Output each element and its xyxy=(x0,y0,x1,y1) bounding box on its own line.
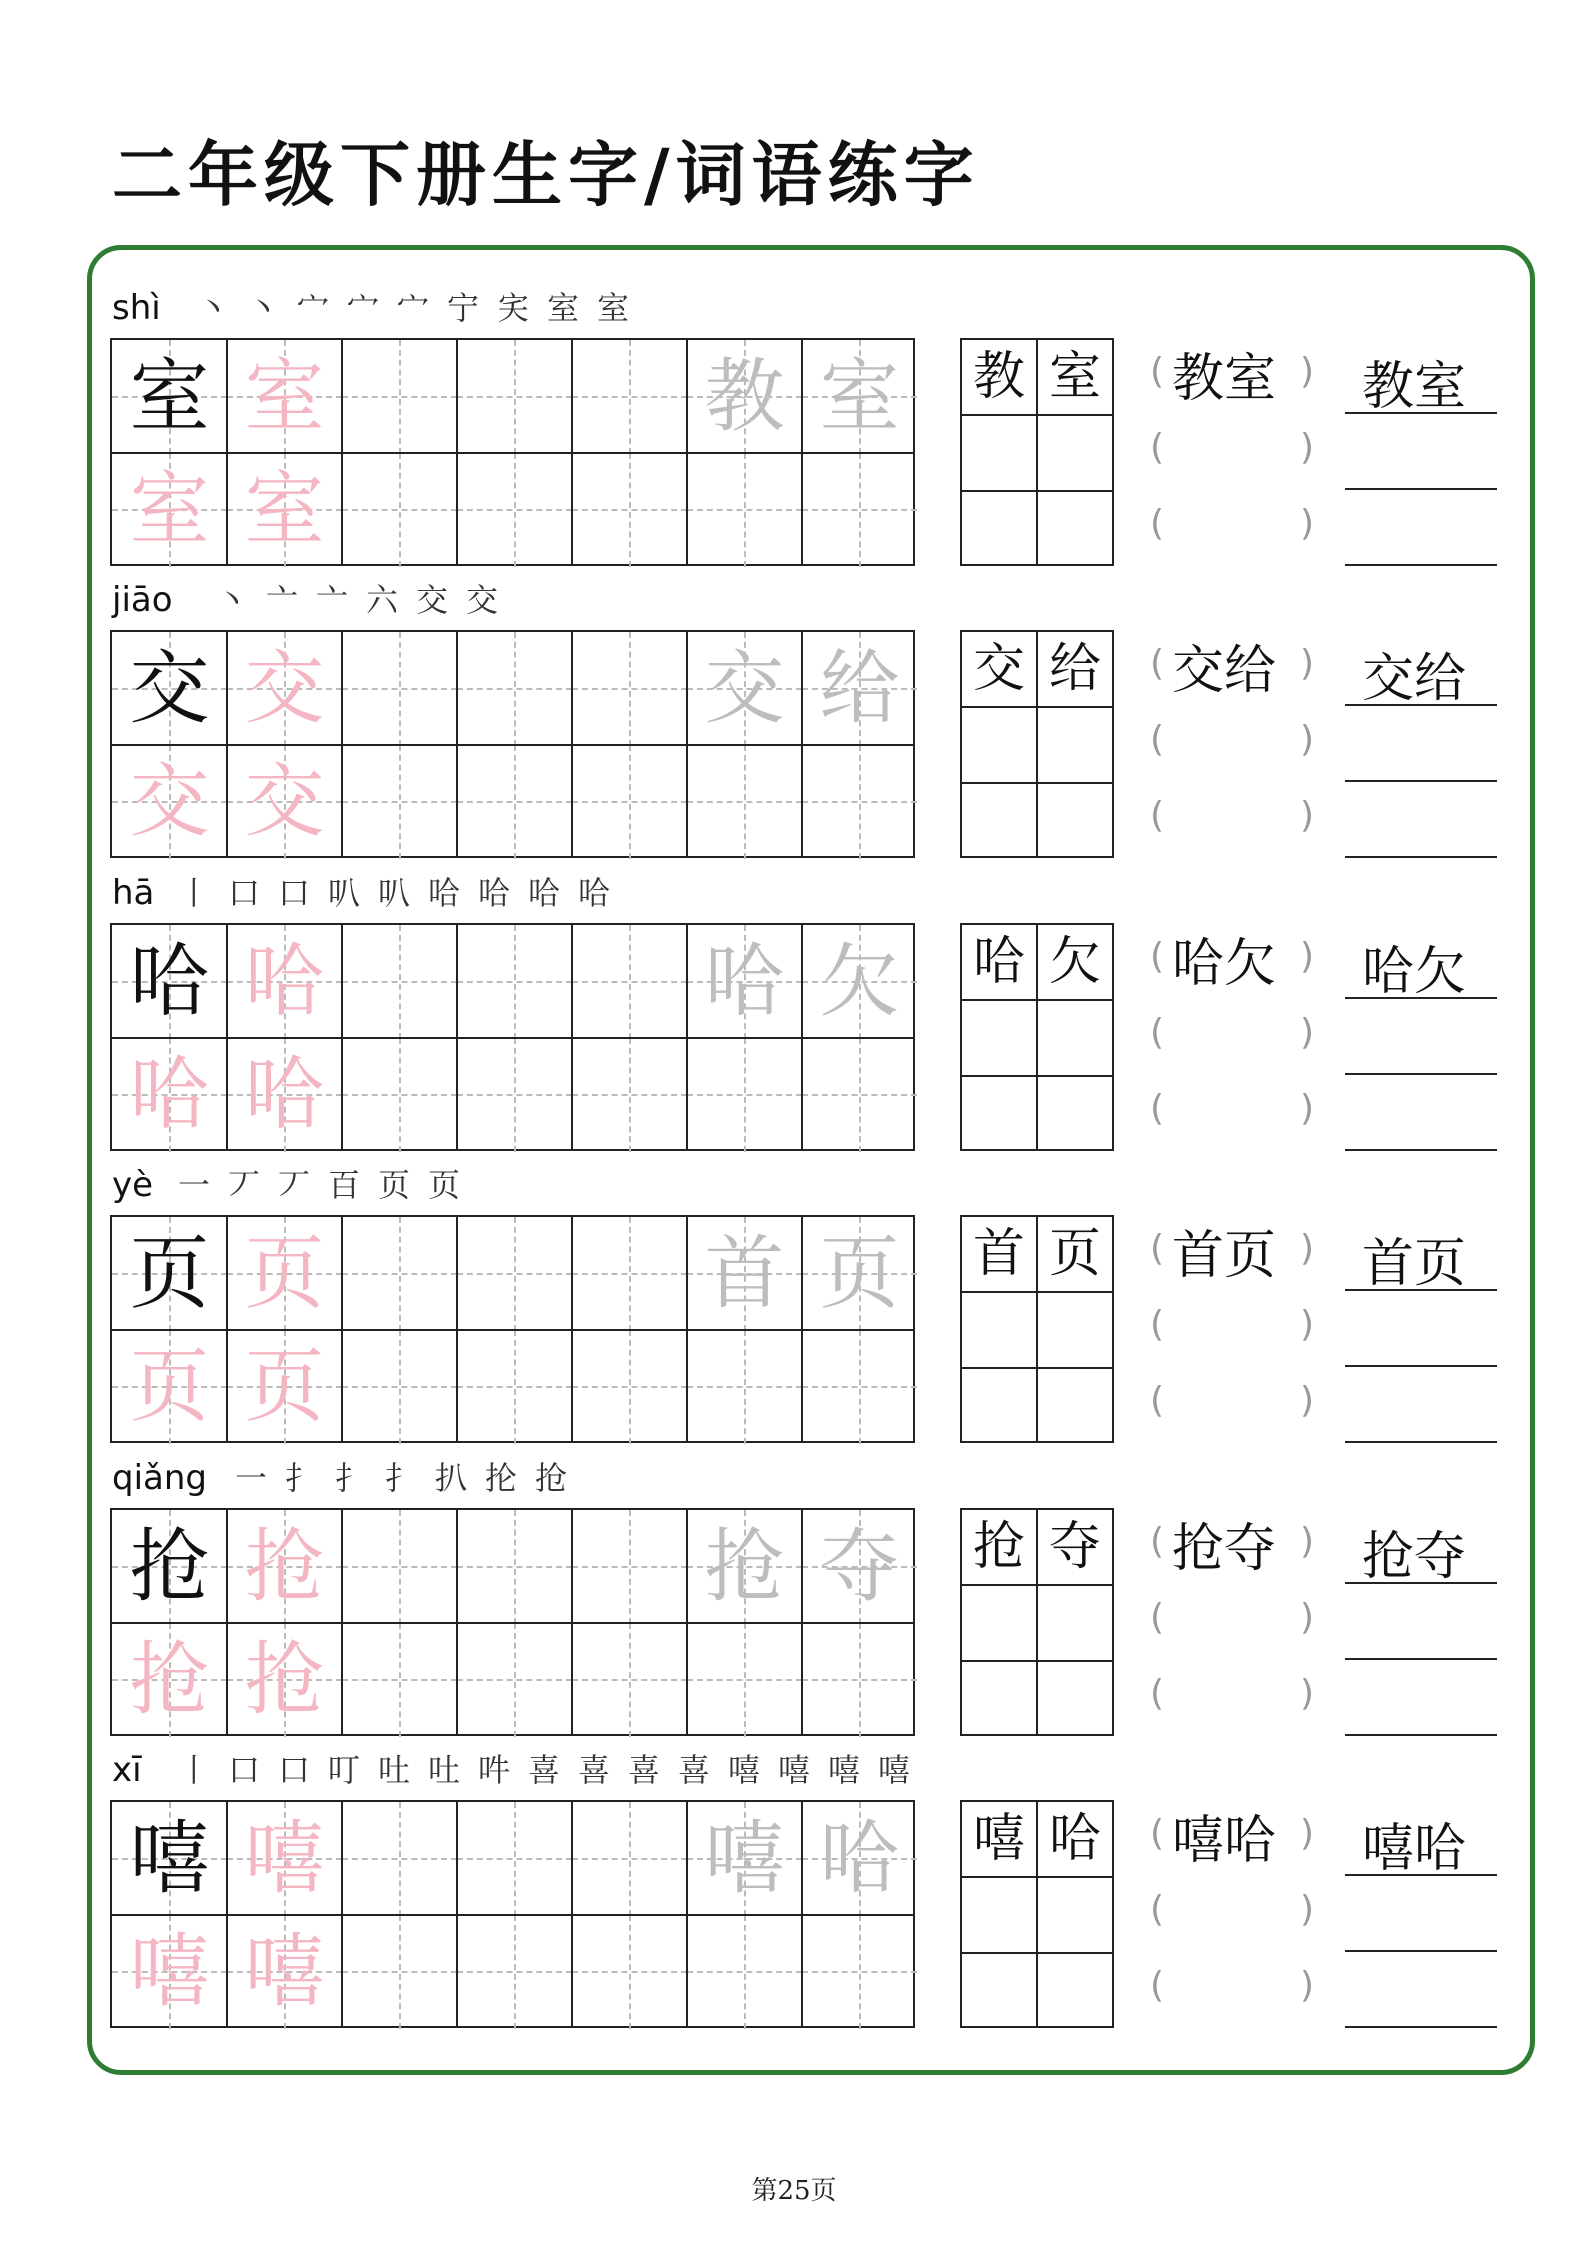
guide-line xyxy=(572,688,687,690)
guide-line xyxy=(342,1273,457,1275)
answer-line[interactable] xyxy=(1345,1582,1497,1584)
guide-line xyxy=(802,1386,917,1388)
pinyin-label: qiǎng xyxy=(112,1458,207,1498)
word-trace-char: 首 xyxy=(704,1227,785,1320)
paren-open: ( xyxy=(1150,1228,1165,1269)
answer-line[interactable] xyxy=(1345,488,1497,490)
guide-line xyxy=(572,396,687,398)
word-char: 嘻 xyxy=(972,1809,1025,1869)
trace-char: 页 xyxy=(244,1340,325,1433)
grid-cell[interactable] xyxy=(342,925,457,1039)
trace-char: 室 xyxy=(244,350,325,443)
stroke-step: 喜 xyxy=(578,1751,611,1789)
stroke-step: 丶 xyxy=(216,581,249,619)
model-char: 页 xyxy=(129,1227,210,1320)
grid-divider xyxy=(962,414,1112,416)
stroke-step: 百 xyxy=(328,1166,361,1204)
stroke-step: 亠 xyxy=(266,581,299,619)
guide-line xyxy=(457,1679,572,1681)
paren-close: ) xyxy=(1300,1597,1315,1638)
grid-cell[interactable] xyxy=(572,1915,687,2029)
answer-line[interactable] xyxy=(1345,704,1497,706)
answer-line[interactable] xyxy=(1345,1950,1497,1952)
answer-line[interactable] xyxy=(1345,1289,1497,1291)
guide-line xyxy=(572,1566,687,1568)
grid-cell[interactable] xyxy=(802,1330,917,1444)
word-grid[interactable] xyxy=(960,1508,1114,1736)
guide-line xyxy=(687,1386,802,1388)
stroke-step: 丨 xyxy=(178,874,211,912)
guide-line xyxy=(342,1094,457,1096)
guide-line xyxy=(457,396,572,398)
paren-open: ( xyxy=(1150,1088,1165,1129)
stroke-step: 叭 xyxy=(328,874,361,912)
grid-cell[interactable] xyxy=(687,1915,802,2029)
stroke-step: 扌 xyxy=(285,1459,318,1497)
word-char: 哈 xyxy=(972,932,1025,992)
guide-line xyxy=(342,1971,457,1973)
grid-divider xyxy=(962,1660,1112,1662)
model-char: 交 xyxy=(129,642,210,735)
trace-char: 交 xyxy=(244,642,325,735)
grid-cell[interactable] xyxy=(342,1510,457,1624)
stroke-step: 室 xyxy=(597,289,630,327)
practice-grid xyxy=(110,1508,915,1736)
word-char: 教 xyxy=(972,347,1025,407)
guide-line xyxy=(572,1971,687,1973)
paren-close: ) xyxy=(1300,1228,1315,1269)
word-grid[interactable] xyxy=(960,1215,1114,1443)
word-trace-char: 页 xyxy=(819,1227,900,1320)
grid-divider xyxy=(962,1952,1112,1954)
pinyin-label: yè xyxy=(112,1165,154,1205)
stroke-step: 扌 xyxy=(335,1459,368,1497)
stroke-step: 一 xyxy=(178,1166,211,1204)
pinyin-label: jiāo xyxy=(112,580,173,620)
stroke-step: 吐 xyxy=(428,1751,461,1789)
word-grid[interactable] xyxy=(960,630,1114,858)
practice-grid xyxy=(110,1800,915,2028)
stroke-step: 叭 xyxy=(378,874,411,912)
trace-char: 页 xyxy=(244,1227,325,1320)
model-char: 抢 xyxy=(129,1520,210,1613)
stroke-step: 丶 xyxy=(197,289,230,327)
guide-line xyxy=(457,509,572,511)
paren-open: ( xyxy=(1150,936,1165,977)
answer-line[interactable] xyxy=(1345,1658,1497,1660)
paren-open: ( xyxy=(1150,1889,1165,1930)
stroke-step: 口 xyxy=(228,874,261,912)
paren-close: ) xyxy=(1300,427,1315,468)
grid-cell[interactable] xyxy=(457,1802,572,1916)
word-trace-char: 嘻 xyxy=(704,1812,785,1905)
answer-line[interactable] xyxy=(1345,1874,1497,1876)
guide-line xyxy=(342,396,457,398)
grid-divider xyxy=(962,999,1112,1001)
guide-line xyxy=(687,1971,802,1973)
paren-close: ) xyxy=(1300,795,1315,836)
grid-cell[interactable] xyxy=(572,1217,687,1331)
guide-line xyxy=(802,801,917,803)
char-row xyxy=(0,843,1588,1141)
underline-word: 教室 xyxy=(1362,357,1467,417)
practice-grid xyxy=(110,923,915,1151)
trace-char: 室 xyxy=(129,463,210,556)
stroke-step: 页 xyxy=(428,1166,461,1204)
word-grid[interactable] xyxy=(960,923,1114,1151)
paren-open: ( xyxy=(1150,1597,1165,1638)
paren-close: ) xyxy=(1300,1889,1315,1930)
practice-grid xyxy=(110,338,915,566)
trace-char: 抢 xyxy=(244,1520,325,1613)
stroke-step: 嘻 xyxy=(828,1751,861,1789)
guide-line xyxy=(457,1971,572,1973)
paren-open: ( xyxy=(1150,1304,1165,1345)
grid-cell[interactable] xyxy=(342,745,457,859)
paren-word: 抢夺 xyxy=(1172,1519,1277,1579)
paren-close: ) xyxy=(1300,1088,1315,1129)
stroke-step: 亠 xyxy=(316,581,349,619)
stroke-step: 页 xyxy=(378,1166,411,1204)
stroke-step: 六 xyxy=(366,581,399,619)
trace-char: 嘻 xyxy=(129,1925,210,2018)
char-row xyxy=(0,258,1588,556)
paren-close: ) xyxy=(1300,1673,1315,1714)
stroke-step: 哈 xyxy=(428,874,461,912)
paren-close: ) xyxy=(1300,1521,1315,1562)
guide-line xyxy=(572,1386,687,1388)
word-trace-char: 抢 xyxy=(704,1520,785,1613)
stroke-step: 口 xyxy=(228,1751,261,1789)
paren-open: ( xyxy=(1150,1813,1165,1854)
page-title: 二年级下册生字/词语练字 xyxy=(112,133,980,216)
stroke-step: 宀 xyxy=(297,289,330,327)
stroke-step: 宀 xyxy=(397,289,430,327)
grid-divider xyxy=(962,782,1112,784)
pinyin-label: xī xyxy=(112,1750,142,1790)
paren-close: ) xyxy=(1300,1813,1315,1854)
char-row xyxy=(0,550,1588,848)
word-trace-char: 教 xyxy=(704,350,785,443)
paren-word: 嘻哈 xyxy=(1172,1811,1277,1871)
grid-divider xyxy=(962,1075,1112,1077)
grid-cell[interactable] xyxy=(342,1915,457,2029)
word-trace-char: 夺 xyxy=(819,1520,900,1613)
grid-cell[interactable] xyxy=(457,1510,572,1624)
paren-open: ( xyxy=(1150,795,1165,836)
stroke-step: 吽 xyxy=(478,1751,511,1789)
word-char: 抢 xyxy=(972,1517,1025,1577)
guide-line xyxy=(572,1679,687,1681)
word-char: 室 xyxy=(1048,347,1101,407)
grid-divider xyxy=(962,706,1112,708)
trace-char: 哈 xyxy=(129,1048,210,1141)
stroke-step: 扌 xyxy=(385,1459,418,1497)
paren-close: ) xyxy=(1300,643,1315,684)
guide-line xyxy=(457,1094,572,1096)
word-char: 给 xyxy=(1048,639,1101,699)
grid-cell[interactable] xyxy=(572,745,687,859)
grid-divider xyxy=(962,490,1112,492)
word-trace-char: 哈 xyxy=(704,935,785,1028)
guide-line xyxy=(802,1679,917,1681)
grid-cell[interactable] xyxy=(572,1330,687,1444)
guide-line xyxy=(342,1858,457,1860)
char-row xyxy=(0,1428,1588,1726)
guide-line xyxy=(457,981,572,983)
stroke-step: 宁 xyxy=(447,289,480,327)
guide-line xyxy=(802,509,917,511)
word-char: 欠 xyxy=(1048,932,1101,992)
word-grid[interactable] xyxy=(960,338,1114,566)
pinyin-label: shì xyxy=(112,288,161,328)
pinyin-label: hā xyxy=(112,873,155,913)
trace-char: 页 xyxy=(129,1340,210,1433)
guide-line xyxy=(342,509,457,511)
guide-line xyxy=(457,801,572,803)
paren-close: ) xyxy=(1300,1380,1315,1421)
paren-word: 首页 xyxy=(1172,1226,1277,1286)
stroke-step: 室 xyxy=(547,289,580,327)
stroke-step: 嘻 xyxy=(728,1751,761,1789)
grid-cell[interactable] xyxy=(457,340,572,454)
answer-line[interactable] xyxy=(1345,1073,1497,1075)
underline-word: 首页 xyxy=(1362,1234,1467,1294)
grid-cell[interactable] xyxy=(342,632,457,746)
guide-line xyxy=(687,509,802,511)
grid-cell[interactable] xyxy=(457,1330,572,1444)
char-row xyxy=(0,1720,1588,2018)
guide-line xyxy=(457,1273,572,1275)
paren-close: ) xyxy=(1300,1012,1315,1053)
guide-line xyxy=(572,1858,687,1860)
paren-close: ) xyxy=(1300,1965,1315,2006)
word-grid[interactable] xyxy=(960,1800,1114,2028)
underline-word: 抢夺 xyxy=(1362,1527,1467,1587)
trace-char: 交 xyxy=(244,755,325,848)
grid-cell[interactable] xyxy=(802,745,917,859)
grid-cell[interactable] xyxy=(457,925,572,1039)
paren-close: ) xyxy=(1300,503,1315,544)
stroke-step: 吐 xyxy=(378,1751,411,1789)
guide-line xyxy=(342,801,457,803)
stroke-step: 交 xyxy=(416,581,449,619)
word-char: 交 xyxy=(972,639,1025,699)
stroke-step: 喜 xyxy=(528,1751,561,1789)
grid-cell[interactable] xyxy=(802,1915,917,2029)
grid-cell[interactable] xyxy=(572,340,687,454)
stroke-step: 宎 xyxy=(497,289,530,327)
trace-char: 哈 xyxy=(244,1048,325,1141)
paren-open: ( xyxy=(1150,719,1165,760)
guide-line xyxy=(572,509,687,511)
char-row xyxy=(0,1135,1588,1433)
grid-cell[interactable] xyxy=(457,745,572,859)
stroke-step: 丆 xyxy=(278,1166,311,1204)
stroke-step: 交 xyxy=(466,581,499,619)
grid-cell[interactable] xyxy=(342,1217,457,1331)
grid-cell[interactable] xyxy=(457,1915,572,2029)
stroke-step: 宀 xyxy=(347,289,380,327)
stroke-step: 哈 xyxy=(528,874,561,912)
stroke-step: 口 xyxy=(278,1751,311,1789)
answer-line[interactable] xyxy=(1345,780,1497,782)
guide-line xyxy=(802,1971,917,1973)
trace-char: 抢 xyxy=(129,1633,210,1726)
paren-open: ( xyxy=(1150,351,1165,392)
model-char: 哈 xyxy=(129,935,210,1028)
paren-close: ) xyxy=(1300,351,1315,392)
grid-cell[interactable] xyxy=(572,1802,687,1916)
guide-line xyxy=(457,688,572,690)
stroke-step: 丶 xyxy=(247,289,280,327)
guide-line xyxy=(342,1566,457,1568)
stroke-step: 丨 xyxy=(178,1751,211,1789)
practice-grid xyxy=(110,630,915,858)
underline-word: 哈欠 xyxy=(1362,942,1467,1002)
trace-char: 抢 xyxy=(244,1633,325,1726)
stroke-step: 哈 xyxy=(578,874,611,912)
grid-cell[interactable] xyxy=(457,632,572,746)
stroke-step: 丆 xyxy=(228,1166,261,1204)
trace-char: 室 xyxy=(244,463,325,556)
word-char: 哈 xyxy=(1048,1809,1101,1869)
stroke-step: 嘻 xyxy=(878,1751,911,1789)
grid-cell[interactable] xyxy=(687,745,802,859)
guide-line xyxy=(687,801,802,803)
grid-cell[interactable] xyxy=(342,1802,457,1916)
word-trace-char: 给 xyxy=(819,642,900,735)
guide-line xyxy=(687,1679,802,1681)
trace-char: 交 xyxy=(129,755,210,848)
paren-open: ( xyxy=(1150,1012,1165,1053)
stroke-step: 扒 xyxy=(435,1459,468,1497)
grid-cell[interactable] xyxy=(457,1217,572,1331)
underline-word: 交给 xyxy=(1362,649,1467,709)
word-trace-char: 欠 xyxy=(819,935,900,1028)
grid-cell[interactable] xyxy=(572,1510,687,1624)
grid-cell[interactable] xyxy=(687,1330,802,1444)
stroke-step: 口 xyxy=(278,874,311,912)
word-trace-char: 交 xyxy=(704,642,785,735)
guide-line xyxy=(687,1094,802,1096)
grid-divider xyxy=(962,1876,1112,1878)
stroke-step: 哈 xyxy=(478,874,511,912)
stroke-step: 抢 xyxy=(535,1459,568,1497)
page-number: 第25页 xyxy=(751,2176,837,2206)
paren-word: 教室 xyxy=(1172,349,1277,409)
grid-divider xyxy=(962,1367,1112,1369)
paren-open: ( xyxy=(1150,1380,1165,1421)
guide-line xyxy=(572,1273,687,1275)
grid-divider xyxy=(962,1291,1112,1293)
guide-line xyxy=(802,1094,917,1096)
guide-line xyxy=(342,981,457,983)
paren-open: ( xyxy=(1150,503,1165,544)
paren-word: 交给 xyxy=(1172,641,1277,701)
guide-line xyxy=(572,1094,687,1096)
guide-line xyxy=(457,1566,572,1568)
grid-cell[interactable] xyxy=(572,632,687,746)
stroke-step: 嘻 xyxy=(778,1751,811,1789)
underline-word: 嘻哈 xyxy=(1362,1819,1467,1879)
guide-line xyxy=(457,1386,572,1388)
model-char: 室 xyxy=(129,350,210,443)
grid-cell[interactable] xyxy=(342,340,457,454)
paren-open: ( xyxy=(1150,427,1165,468)
trace-char: 嘻 xyxy=(244,1925,325,2018)
paren-word: 哈欠 xyxy=(1172,934,1277,994)
paren-open: ( xyxy=(1150,643,1165,684)
paren-close: ) xyxy=(1300,1304,1315,1345)
stroke-step: 抡 xyxy=(485,1459,518,1497)
word-char: 页 xyxy=(1048,1224,1101,1284)
word-char: 首 xyxy=(972,1224,1025,1284)
word-trace-char: 室 xyxy=(819,350,900,443)
answer-line[interactable] xyxy=(1345,1365,1497,1367)
paren-open: ( xyxy=(1150,1673,1165,1714)
grid-divider xyxy=(962,1584,1112,1586)
guide-line xyxy=(342,1679,457,1681)
model-char: 嘻 xyxy=(129,1812,210,1905)
paren-open: ( xyxy=(1150,1521,1165,1562)
stroke-step: 一 xyxy=(235,1459,268,1497)
paren-open: ( xyxy=(1150,1965,1165,2006)
trace-char: 哈 xyxy=(244,935,325,1028)
stroke-step: 喜 xyxy=(628,1751,661,1789)
guide-line xyxy=(457,1858,572,1860)
paren-close: ) xyxy=(1300,719,1315,760)
guide-line xyxy=(572,981,687,983)
guide-line xyxy=(342,688,457,690)
grid-cell[interactable] xyxy=(572,925,687,1039)
trace-char: 嘻 xyxy=(244,1812,325,1905)
stroke-step: 喜 xyxy=(678,1751,711,1789)
answer-line[interactable] xyxy=(1345,412,1497,414)
guide-line xyxy=(572,801,687,803)
grid-cell[interactable] xyxy=(342,1330,457,1444)
paren-close: ) xyxy=(1300,936,1315,977)
practice-grid xyxy=(110,1215,915,1443)
stroke-step: 叮 xyxy=(328,1751,361,1789)
guide-line xyxy=(342,1386,457,1388)
word-char: 夺 xyxy=(1048,1517,1101,1577)
answer-line[interactable] xyxy=(1345,997,1497,999)
word-trace-char: 哈 xyxy=(819,1812,900,1905)
answer-line[interactable] xyxy=(1345,2026,1497,2028)
